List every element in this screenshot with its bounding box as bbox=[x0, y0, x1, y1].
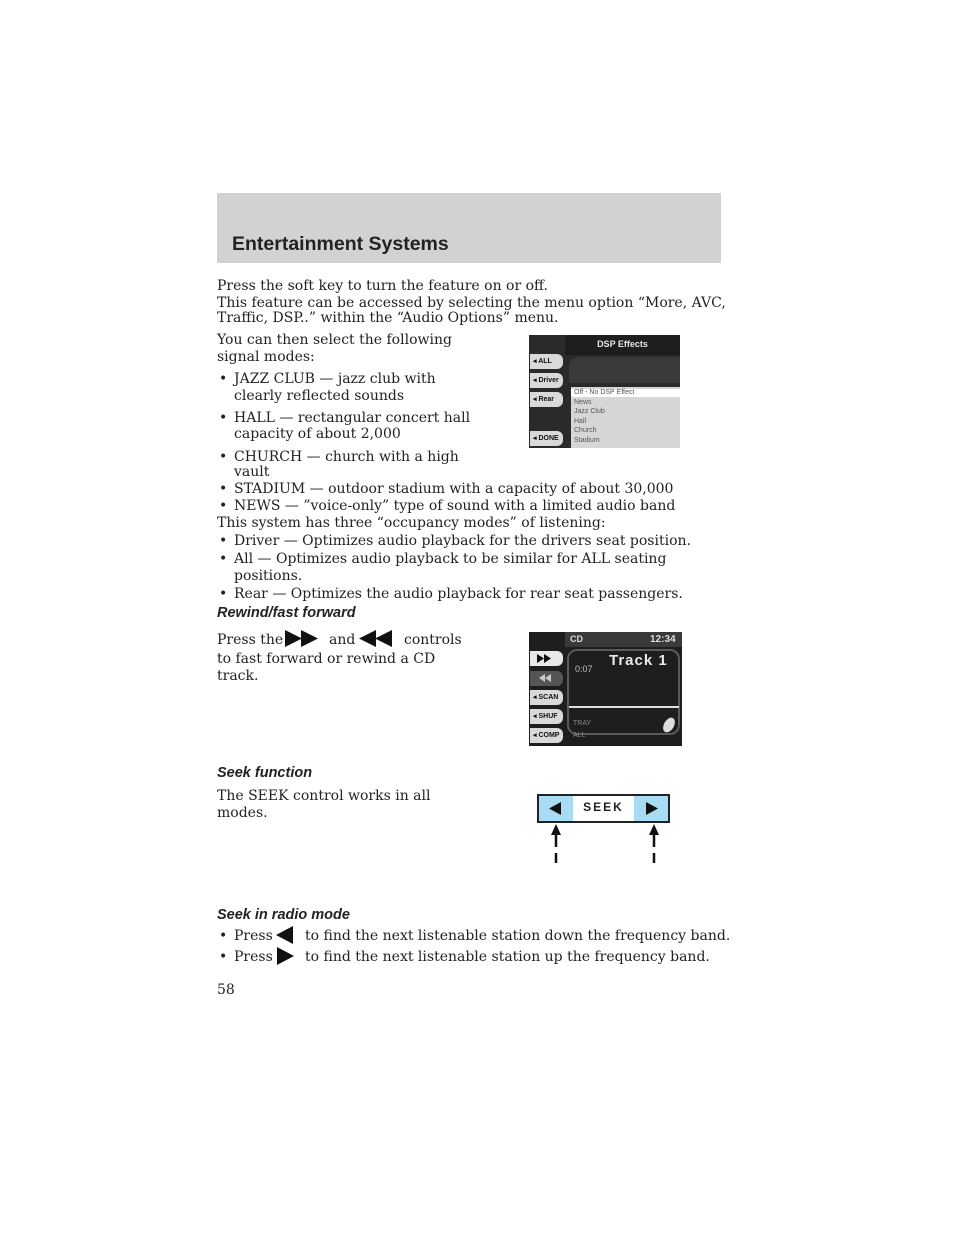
mode-stadium: STADIUM — outdoor stadium with a capacity of about 30,000 bbox=[234, 481, 674, 497]
dsp-option[interactable]: Hall bbox=[574, 417, 587, 425]
softkey-driver[interactable]: ◂ Driver bbox=[530, 373, 563, 388]
list-item bbox=[219, 371, 227, 388]
bullet-icon: • bbox=[219, 586, 228, 602]
rewind-icon bbox=[539, 674, 551, 682]
seek-radio-press-1: Press bbox=[234, 928, 273, 944]
bullet-icon: • bbox=[219, 371, 228, 387]
seek-up-button[interactable] bbox=[634, 796, 668, 821]
cd-tray-label: TRAY bbox=[573, 720, 592, 727]
softkey-rear[interactable]: ◂ Rear bbox=[530, 392, 563, 407]
rewind-line-2: to fast forward or rewind a CD bbox=[217, 651, 436, 667]
bullet-icon: • bbox=[219, 449, 228, 465]
seek-radio-down-text: to find the next listenable station down the frequency band. bbox=[305, 928, 731, 944]
softkey-label: ALL bbox=[538, 358, 552, 365]
bullet-icon: • bbox=[219, 928, 228, 944]
seek-line-2: modes. bbox=[217, 805, 268, 821]
arrow-left-icon bbox=[539, 796, 573, 821]
arrow-right-icon bbox=[276, 947, 294, 965]
softkey-label: SCAN bbox=[538, 694, 559, 701]
softkey-scan[interactable]: ◂ SCAN bbox=[530, 690, 563, 705]
mode-news: NEWS — ”voice-only” type of sound with a limited audio band bbox=[234, 498, 676, 514]
list-item bbox=[219, 481, 227, 498]
softkey-fast-forward[interactable] bbox=[530, 651, 563, 666]
list-item bbox=[219, 586, 227, 603]
seek-label: SEEK bbox=[583, 800, 624, 814]
softkey-label: COMP bbox=[538, 732, 560, 739]
occupancy-all-line-2: positions. bbox=[234, 568, 303, 584]
heading-seek-radio: Seek in radio mode bbox=[217, 907, 350, 923]
seek-radio-up-text: to find the next listenable station up the frequency band. bbox=[305, 949, 710, 965]
list-item bbox=[219, 949, 227, 966]
heading-rewind: Rewind/fast forward bbox=[217, 605, 356, 621]
mode-hall-line-2: capacity of about 2,000 bbox=[234, 426, 401, 442]
seek-radio-press-2: Press bbox=[234, 949, 273, 965]
mode-jazz-line-1: JAZZ CLUB — jazz club with bbox=[234, 371, 436, 387]
list-item bbox=[219, 928, 227, 945]
rewind-line-3: track. bbox=[217, 668, 259, 684]
list-item bbox=[219, 498, 227, 515]
softkey-shuffle[interactable]: ◂ SHUF bbox=[530, 709, 563, 724]
rewind-icon bbox=[359, 630, 393, 647]
bullet-icon: • bbox=[219, 551, 228, 567]
list-item bbox=[219, 551, 227, 568]
intro-paragraph-2-line-2: Traffic, DSP..” within the “Audio Options” menu. bbox=[217, 310, 559, 326]
dsp-frame bbox=[569, 357, 680, 383]
dsp-effects-screen bbox=[529, 335, 680, 448]
softkey-label: Driver bbox=[538, 377, 559, 384]
fast-forward-icon bbox=[537, 654, 551, 663]
mode-jazz-line-2: clearly reflected sounds bbox=[234, 388, 405, 404]
dsp-options-list bbox=[574, 388, 634, 446]
softkey-all[interactable]: ◂ ALL bbox=[530, 354, 563, 369]
bullet-icon: • bbox=[219, 498, 228, 514]
dsp-option[interactable]: Jazz Club bbox=[574, 408, 605, 416]
cd-progress-line bbox=[569, 706, 679, 708]
intro-paragraph-1: Press the soft key to turn the feature on or off. bbox=[217, 278, 548, 294]
dsp-option[interactable]: Off - No DSP Effect bbox=[574, 389, 635, 396]
cd-elapsed-time: 0:07 bbox=[575, 664, 593, 674]
softkey-compress[interactable]: ◂ COMP bbox=[530, 728, 563, 743]
intro-paragraph-3-line-1: You can then select the following bbox=[217, 332, 452, 348]
arrow-right-icon bbox=[634, 796, 668, 821]
softkey-done[interactable]: ◂ DONE bbox=[530, 431, 563, 446]
mode-hall-line-1: HALL — rectangular concert hall bbox=[234, 410, 471, 426]
mode-church-line-1: CHURCH — church with a high bbox=[234, 449, 459, 465]
seek-control bbox=[537, 794, 670, 823]
list-item bbox=[219, 533, 227, 550]
bullet-icon: • bbox=[219, 949, 228, 965]
intro-paragraph-2-line-1: This feature can be accessed by selecting the menu option “More, AVC, bbox=[217, 295, 726, 311]
intro-paragraph-3-line-2: signal modes: bbox=[217, 349, 315, 365]
rewind-press: Press the bbox=[217, 632, 284, 648]
bullet-icon: • bbox=[219, 410, 228, 426]
softkey-rewind[interactable] bbox=[530, 671, 563, 686]
dsp-option[interactable]: Stadium bbox=[574, 436, 600, 444]
list-item bbox=[219, 449, 227, 466]
softkey-label: DONE bbox=[538, 435, 559, 442]
seek-line-1: The SEEK control works in all bbox=[217, 788, 431, 804]
dsp-title: DSP Effects bbox=[597, 339, 648, 349]
heading-seek: Seek function bbox=[217, 765, 313, 781]
cd-source: CD bbox=[570, 634, 583, 644]
arrow-left-icon bbox=[276, 926, 294, 944]
cd-all-label: ALL bbox=[573, 732, 586, 739]
fast-forward-icon bbox=[285, 630, 319, 647]
softkey-label: Rear bbox=[538, 396, 555, 403]
list-item bbox=[219, 410, 227, 427]
occupancy-driver: Driver — Optimizes audio playback for the drivers seat position. bbox=[234, 533, 691, 549]
cd-track: Track 1 bbox=[609, 652, 668, 669]
bullet-icon: • bbox=[219, 481, 228, 497]
mode-church-line-2: vault bbox=[234, 464, 270, 480]
dsp-option[interactable]: Church bbox=[574, 427, 597, 435]
occupancy-intro: This system has three “occupancy modes” of listening: bbox=[217, 515, 606, 531]
seek-down-button[interactable] bbox=[539, 796, 573, 821]
seek-pointer-arrows bbox=[540, 823, 670, 865]
disc-icon bbox=[661, 716, 677, 734]
occupancy-all-line-1: All — Optimizes audio playback to be similar for ALL seating bbox=[234, 551, 667, 567]
bullet-icon: • bbox=[219, 533, 228, 549]
softkey-label: SHUF bbox=[538, 713, 558, 720]
section-title: Entertainment Systems bbox=[232, 233, 449, 255]
cd-clock: 12:34 bbox=[650, 634, 676, 645]
cd-screen bbox=[529, 632, 682, 746]
occupancy-rear: Rear — Optimizes the audio playback for rear seat passengers. bbox=[234, 586, 683, 602]
rewind-and: and bbox=[329, 632, 356, 648]
dsp-option[interactable]: News bbox=[574, 398, 592, 406]
rewind-controls: controls bbox=[404, 632, 462, 648]
page-number: 58 bbox=[217, 982, 235, 998]
